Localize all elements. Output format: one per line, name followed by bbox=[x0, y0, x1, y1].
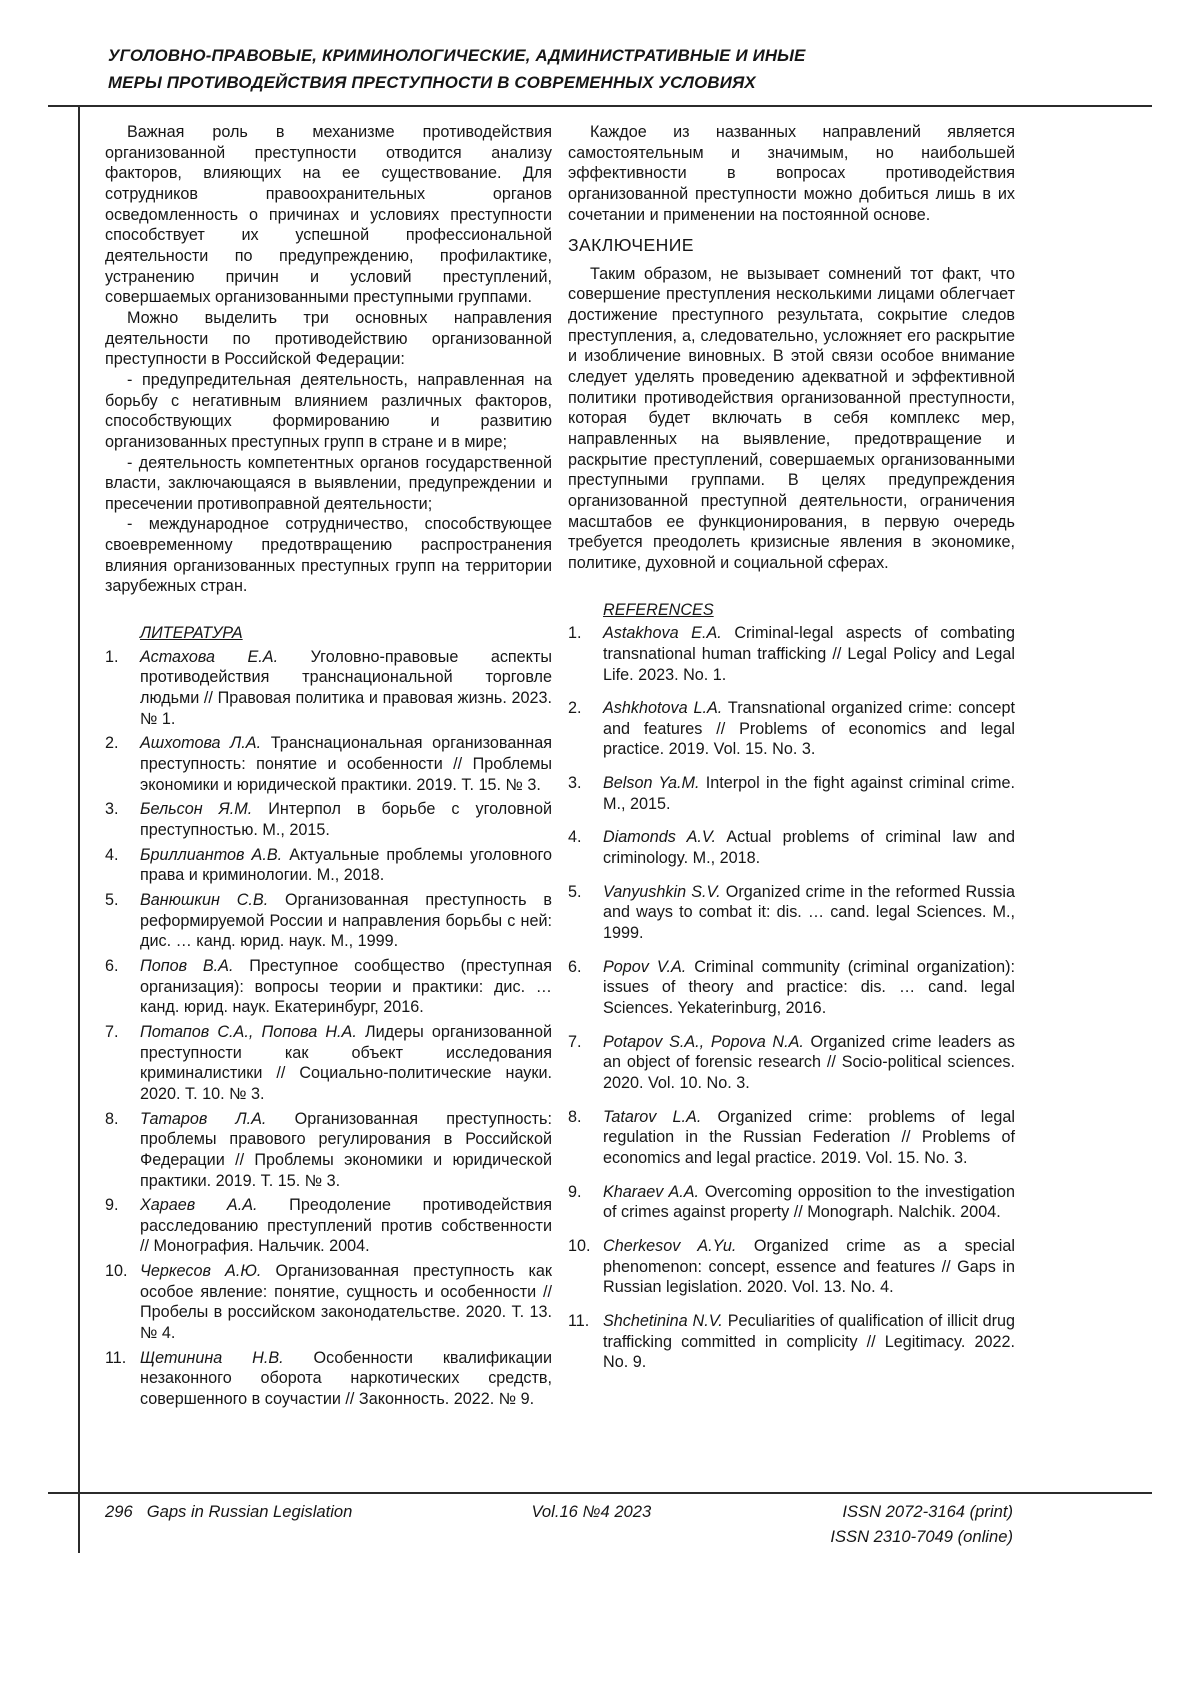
item-text: Актуальные проблемы уголовного права и криминологии. М., 2018. bbox=[140, 845, 552, 885]
item-number: 3. bbox=[105, 800, 119, 819]
item-number: 7. bbox=[105, 1022, 119, 1041]
reference-item bbox=[568, 827, 1015, 868]
body-paragraph: - предупредительная деятельность, направленная на борьбу с негативным влиянием различных факторов, способствующих формированию и развитию организованных преступных групп в стране и в мире; bbox=[105, 370, 552, 451]
left-paragraphs bbox=[105, 122, 552, 597]
item-number: 2. bbox=[568, 699, 582, 718]
item-number: 11. bbox=[105, 1348, 127, 1367]
item-text: Organized crime leaders as an object of forensic research // Socio-political sciences. 2020. Vol. 10. No. 3. bbox=[603, 1032, 1015, 1093]
reference-item bbox=[568, 1236, 1015, 1298]
item-number: 10. bbox=[568, 1236, 591, 1255]
literature-item bbox=[105, 1022, 552, 1105]
item-authors: Astakhova E.A. bbox=[603, 624, 722, 643]
item-number: 5. bbox=[568, 882, 582, 901]
body-paragraph: - международное сотрудничество, способствующее своевременному предотвращению распространения влияния организованных преступных групп на территории зарубежных стран. bbox=[105, 515, 552, 596]
item-text: Criminal community (criminal organization): issues of theory and practice: dis. … cand. legal Sciences. Yekaterinburg, 2016. bbox=[603, 957, 1015, 1018]
item-authors: Потапов С.А., Попова Н.А. bbox=[140, 1022, 357, 1041]
literature-item bbox=[105, 1109, 552, 1192]
item-authors: Ванюшкин С.В. bbox=[140, 890, 269, 909]
item-text: Лидеры организованной преступности как объект исследования криминалистики // Социально-политические науки. 2020. Т. 10. № 3. bbox=[140, 1022, 552, 1103]
item-text: Organized crime as a special phenomenon: concept, essence and features // Gaps in Russian legislation. 2020. Vol. 13. No. 4. bbox=[603, 1236, 1015, 1297]
item-text: Организованная преступность как особое явление: понятие, сущность и особенности // Пробелы в российском законодательстве. 2020. Т. 13. № 4. bbox=[140, 1262, 552, 1343]
item-authors: Kharaev A.A. bbox=[603, 1182, 700, 1201]
literature-item bbox=[105, 890, 552, 952]
item-authors: Хараев А.А. bbox=[140, 1196, 258, 1215]
item-number: 4. bbox=[105, 845, 119, 864]
issn-online: ISSN 2310-7049 (online) bbox=[830, 1526, 1013, 1546]
item-text: Organized crime in the reformed Russia and ways to combat it: dis. … cand. legal Sciences. M., 1999. bbox=[603, 882, 1015, 943]
item-authors: Татаров Л.А. bbox=[140, 1109, 267, 1128]
item-text: Peculiarities of qualification of illicit drug trafficking committed in complicity // Legitimacy. 2022. No. 9. bbox=[603, 1311, 1016, 1372]
item-text: Организованная преступность: проблемы правового регулирования в Российской Федерации // Проблемы экономики и юридической практики. 2019. Т. 15. № 3. bbox=[140, 1109, 552, 1190]
item-authors: Бриллиантов А.В. bbox=[140, 845, 283, 864]
item-authors: Астахова Е.А. bbox=[140, 647, 279, 666]
item-number: 1. bbox=[568, 624, 582, 643]
item-number: 8. bbox=[105, 1109, 119, 1128]
item-number: 5. bbox=[105, 890, 119, 909]
item-authors: Ashkhotova L.A. bbox=[603, 699, 723, 718]
reference-item bbox=[568, 1032, 1015, 1094]
reference-item bbox=[568, 623, 1015, 685]
item-text: Overcoming opposition to the investigation of crimes against property // Monograph. Nalchik. 2004. bbox=[603, 1182, 1015, 1222]
item-text: Criminal-legal aspects of combating transnational human trafficking // Legal Policy and Legal Life. 2023. No. 1. bbox=[603, 624, 1015, 684]
reference-item bbox=[568, 957, 1015, 1019]
footer-right bbox=[830, 1500, 1013, 1550]
item-number: 10. bbox=[105, 1262, 128, 1281]
item-authors: Shchetinina N.V. bbox=[603, 1311, 723, 1330]
footer-left bbox=[105, 1500, 352, 1525]
body-paragraph: - деятельность компетентных органов государственной власти, заключающаяся в выявлении, предупреждении и пресечении противоправной деятельности; bbox=[105, 453, 552, 513]
item-number: 6. bbox=[568, 957, 582, 976]
volume-info: Vol.16 №4 2023 bbox=[531, 1502, 652, 1521]
item-text: Organized crime: problems of legal regulation in the Russian Federation // Problems of economics and legal practice. 2019. Vol. 15. No. 3. bbox=[603, 1107, 1016, 1167]
body-paragraph: Важная роль в механизме противодействия организованной преступности отводится анализу факторов, влияющих на ее существование. Для сотрудников правоохранительных органов осведомленность о причинах и условиях преступности способствует их успешной профессиональной деятельности по предупреждению, профилактике, устранению причин и условий преступлений, совершаемых организованными преступными группами. bbox=[105, 123, 552, 307]
item-number: 11. bbox=[568, 1311, 590, 1330]
item-authors: Tatarov L.A. bbox=[603, 1107, 702, 1126]
item-number: 6. bbox=[105, 956, 119, 975]
item-number: 9. bbox=[568, 1182, 582, 1201]
item-authors: Popov V.A. bbox=[603, 957, 687, 976]
item-text: Транснациональная организованная преступность: понятие и особенности // Проблемы экономики и юридической практики. 2019. Т. 15. № 3. bbox=[140, 734, 552, 794]
item-number: 3. bbox=[568, 774, 582, 793]
item-authors: Черкесов А.Ю. bbox=[140, 1262, 262, 1281]
item-text: Организованная преступность в реформируемой России и направления борьбы с ней: дис. … канд. юрид. наук. М., 1999. bbox=[140, 890, 552, 951]
literature-item bbox=[105, 956, 552, 1018]
conclusion-paragraph: Таким образом, не вызывает сомнений тот факт, что совершение преступления несколькими лицами облегчает достижение преступного результата, сокрытие следов преступления, а, следовательно, усложняет его раскрытие и изобличение виновных. В этой связи особое внимание следует уделять проведению адекватной и эффективной политики противодействия организованной преступности, которая будет включать в себя комплекс мер, направленных на выявление, предотвращение и раскрытие преступлений, совершаемых организованными преступными группами. В целях предупреждения организованной преступной деятельности, ограничения масштабов ее функционирования, в первую очередь требуется преодолеть кризисные явления в экономике, политике, духовной и социальной сферах. bbox=[568, 264, 1015, 572]
running-head-line1: УГОЛОВНО-ПРАВОВЫЕ, КРИМИНОЛОГИЧЕСКИЕ, АДМИНИСТРАТИВНЫЕ И ИНЫЕ bbox=[108, 46, 806, 65]
literature-item bbox=[105, 845, 552, 886]
reference-item bbox=[568, 773, 1015, 814]
journal-name: Gaps in Russian Legislation bbox=[146, 1502, 353, 1521]
literature-item bbox=[105, 1261, 552, 1344]
conclusion-heading: ЗАКЛЮЧЕНИЕ bbox=[568, 235, 694, 256]
literature-item bbox=[105, 1195, 552, 1257]
references-list bbox=[568, 623, 1015, 1373]
item-authors: Щетинина Н.В. bbox=[140, 1348, 284, 1367]
header-rule bbox=[48, 105, 1152, 107]
item-authors: Cherkesov A.Yu. bbox=[603, 1236, 737, 1255]
item-authors: Diamonds A.V. bbox=[603, 828, 716, 847]
item-text: Преступное сообщество (преступная организация): вопросы теории и практики: дис. … канд. юрид. наук. Екатеринбург, 2016. bbox=[140, 956, 552, 1017]
page-number: 296 bbox=[105, 1502, 133, 1521]
running-head bbox=[108, 42, 1028, 96]
right-column bbox=[568, 122, 1015, 1414]
item-number: 9. bbox=[105, 1196, 119, 1215]
references-heading: REFERENCES bbox=[603, 600, 714, 619]
issn-print: ISSN 2072-3164 (print) bbox=[842, 1502, 1013, 1521]
literature-list bbox=[105, 647, 552, 1410]
item-text: Интерпол в борьбе с уголовной преступностью. М., 2015. bbox=[140, 800, 552, 839]
body-paragraph: Можно выделить три основных направления деятельности по противодействию организованной преступности в Российской Федерации: bbox=[105, 308, 552, 369]
item-authors: Бельсон Я.М. bbox=[140, 800, 253, 819]
item-text: Особенности квалификации незаконного оборота наркотических средств, совершенного в соучастии // Законность. 2022. № 9. bbox=[140, 1348, 552, 1409]
item-text: Interpol in the fight against criminal crime. M., 2015. bbox=[603, 774, 1015, 813]
left-column bbox=[105, 122, 552, 1414]
margin-line bbox=[78, 105, 80, 1553]
reference-item bbox=[568, 1311, 1015, 1373]
item-text: Уголовно-правовые аспекты противодействия транснациональной торговле людьми // Правовая политика и правовая жизнь. 2023. № 1. bbox=[140, 647, 552, 728]
item-number: 1. bbox=[105, 647, 119, 666]
article-body bbox=[105, 122, 1015, 1414]
literature-item bbox=[105, 647, 552, 730]
item-authors: Попов В.А. bbox=[140, 956, 234, 975]
reference-item bbox=[568, 882, 1015, 944]
reference-item bbox=[568, 1107, 1015, 1169]
item-number: 7. bbox=[568, 1032, 582, 1051]
item-text: Преодоление противодействия расследованию преступлений против собственности // Монография. Нальчик. 2004. bbox=[140, 1196, 552, 1256]
item-authors: Belson Ya.M. bbox=[603, 774, 700, 793]
footer bbox=[105, 1500, 1013, 1550]
item-text: Transnational organized crime: concept and features // Problems of economics and legal practice. 2019. Vol. 15. No. 3. bbox=[603, 699, 1015, 759]
item-authors: Vanyushkin S.V. bbox=[603, 882, 721, 901]
item-authors: Ашхотова Л.А. bbox=[140, 734, 262, 753]
item-text: Actual problems of criminal law and criminology. M., 2018. bbox=[603, 828, 1015, 868]
item-number: 4. bbox=[568, 828, 582, 847]
literature-item bbox=[105, 1348, 552, 1410]
footer-rule bbox=[48, 1492, 1152, 1494]
item-number: 2. bbox=[105, 734, 119, 753]
literature-item bbox=[105, 733, 552, 795]
running-head-line2: МЕРЫ ПРОТИВОДЕЙСТВИЯ ПРЕСТУПНОСТИ В СОВРЕМЕННЫХ УСЛОВИЯХ bbox=[108, 73, 756, 93]
item-number: 8. bbox=[568, 1107, 582, 1126]
literature-heading: ЛИТЕРАТУРА bbox=[140, 624, 243, 643]
reference-item bbox=[568, 1182, 1015, 1223]
reference-item bbox=[568, 698, 1015, 760]
literature-item bbox=[105, 799, 552, 840]
right-intro-paragraph: Каждое из названных направлений является самостоятельным и значимым, но наибольшей эффективности в вопросах противодействия организованной преступности можно добиться лишь в их сочетании и применении на постоянной основе. bbox=[568, 123, 1015, 224]
item-authors: Potapov S.A., Popova N.A. bbox=[603, 1032, 804, 1051]
